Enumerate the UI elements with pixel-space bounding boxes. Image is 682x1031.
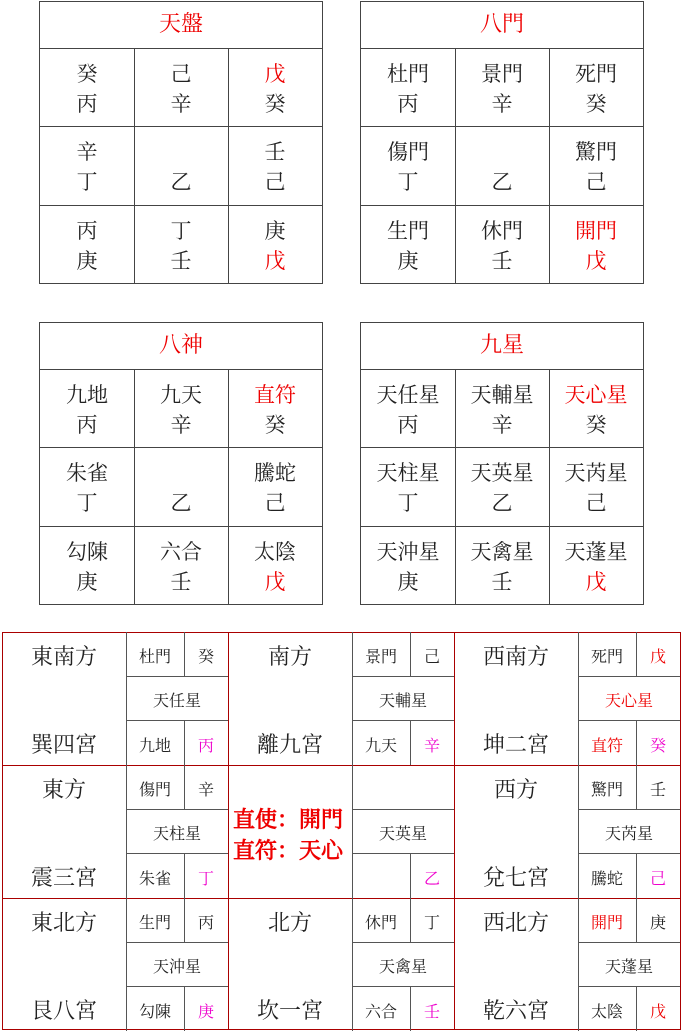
panel-title: 八門 <box>361 2 643 49</box>
palace-name: 離九宮 <box>256 733 323 758</box>
grid-line <box>352 942 454 943</box>
star: 天英星 <box>378 824 427 843</box>
panel-cell <box>40 380 134 440</box>
grid-line <box>40 526 322 527</box>
deity: 朱雀 <box>138 869 171 888</box>
cell-top: 朱雀 <box>66 461 108 486</box>
panel-cell <box>455 458 549 518</box>
earth-stem: 辛 <box>423 736 440 755</box>
star: 天芮星 <box>604 824 653 843</box>
panel-cell <box>134 458 228 518</box>
grid-line <box>578 853 680 854</box>
palace-direction: 東北方 <box>30 911 97 936</box>
cell-bottom: 丁 <box>76 170 98 195</box>
grid-line <box>578 942 680 943</box>
cell-bottom: 癸 <box>585 413 607 437</box>
cell-bottom: 庚 <box>397 248 419 273</box>
deity: 六合 <box>364 1002 397 1021</box>
panel-cell <box>455 380 549 440</box>
door: 景門 <box>364 647 397 666</box>
panel-cell <box>40 59 134 119</box>
star: 天蓬星 <box>604 957 653 976</box>
heaven-stem: 壬 <box>649 780 666 799</box>
earth-stem: 壬 <box>423 1002 440 1021</box>
grid-line <box>126 676 228 677</box>
cell-top: 壬 <box>264 140 286 165</box>
cell-bottom: 己 <box>264 170 286 195</box>
heaven-stem: 己 <box>423 647 440 666</box>
cell-bottom: 辛 <box>491 413 513 437</box>
cell-top: 生門 <box>387 218 429 243</box>
grid-line <box>40 205 322 206</box>
grid-line <box>454 632 455 1030</box>
grid-line <box>361 126 643 127</box>
heaven-stem: 癸 <box>197 647 214 666</box>
deity: 直符 <box>590 736 623 755</box>
cell-bottom: 癸 <box>264 92 286 116</box>
grid-line <box>126 809 228 810</box>
cell-bottom: 乙 <box>170 491 192 516</box>
cell-bottom: 戊 <box>264 248 286 273</box>
cell-top: 戊 <box>264 62 286 86</box>
cell-bottom: 戊 <box>585 248 607 273</box>
cell-top: 天芮星 <box>564 461 628 486</box>
cell-bottom: 丙 <box>397 92 419 116</box>
panel-cell <box>361 59 455 119</box>
center-line-1: 直使：開門 <box>233 807 344 833</box>
door: 驚門 <box>590 780 623 799</box>
grid-line <box>352 853 454 854</box>
earth-stem: 癸 <box>649 736 666 755</box>
panel-title: 天盤 <box>40 2 322 49</box>
cell-top: 己 <box>170 62 192 86</box>
grid-line <box>126 986 228 987</box>
panel-cell <box>228 537 322 597</box>
grid-line <box>578 809 680 810</box>
panel-cell <box>40 137 134 197</box>
cell-top: 杜門 <box>387 62 429 86</box>
cell-bottom: 丙 <box>397 413 419 437</box>
grid-line <box>361 526 643 527</box>
cell-top: 休門 <box>481 218 523 243</box>
door: 傷門 <box>138 780 171 799</box>
panel-title: 八神 <box>40 323 322 370</box>
panel-cell <box>549 216 643 276</box>
cell-bottom: 乙 <box>491 170 513 195</box>
panel-cell <box>549 380 643 440</box>
grid-line <box>578 676 680 677</box>
earth-stem: 乙 <box>423 869 440 888</box>
cell-top: 丙 <box>76 218 98 243</box>
cell-bottom: 壬 <box>491 569 513 594</box>
star: 天心星 <box>604 691 653 710</box>
panel-cell <box>134 537 228 597</box>
grid-line <box>126 942 228 943</box>
grid-line <box>352 720 454 721</box>
panel-cell <box>134 137 228 197</box>
panel-cell <box>455 137 549 197</box>
cell-bottom: 己 <box>264 491 286 516</box>
grid-line <box>126 853 228 854</box>
cell-bottom: 乙 <box>491 491 513 516</box>
panel-cell <box>361 380 455 440</box>
panel-cell <box>455 216 549 276</box>
cell-top: 庚 <box>264 218 286 243</box>
earth-stem: 己 <box>649 869 666 888</box>
star: 天柱星 <box>152 824 201 843</box>
cell-bottom: 辛 <box>491 92 513 116</box>
panel-cell <box>361 458 455 518</box>
panel-title: 九星 <box>361 323 643 370</box>
panel-cell <box>134 59 228 119</box>
grid-line <box>40 447 322 448</box>
grid-line <box>2 765 681 766</box>
cell-top: 天心星 <box>564 383 628 407</box>
palace-name: 乾六宮 <box>482 999 549 1024</box>
cell-bottom: 癸 <box>264 413 286 437</box>
door: 死門 <box>590 647 623 666</box>
cell-bottom: 壬 <box>170 569 192 594</box>
cell-top: 天沖星 <box>376 539 440 564</box>
palace-direction: 西南方 <box>482 645 549 670</box>
cell-bottom: 辛 <box>170 92 192 116</box>
cell-bottom: 庚 <box>76 248 98 273</box>
cell-top: 天任星 <box>376 383 440 407</box>
cell-top: 辛 <box>76 140 98 165</box>
palace-name: 坎一宮 <box>256 999 323 1024</box>
panel-cell <box>549 458 643 518</box>
cell-bottom: 壬 <box>491 248 513 273</box>
star: 天任星 <box>152 691 201 710</box>
cell-bottom: 壬 <box>170 248 192 273</box>
cell-bottom: 癸 <box>585 92 607 116</box>
cell-top: 騰蛇 <box>254 461 296 486</box>
cell-top: 開門 <box>575 218 617 243</box>
cell-bottom: 丙 <box>76 413 98 437</box>
heaven-stem: 丁 <box>423 913 440 932</box>
palace-direction: 東方 <box>41 778 86 803</box>
grid-line <box>352 676 454 677</box>
grid-line <box>2 898 681 899</box>
cell-top: 九地 <box>66 383 108 407</box>
palace-name: 震三宮 <box>30 866 97 891</box>
palace-name: 兌七宮 <box>482 866 549 891</box>
panel-cell <box>455 537 549 597</box>
grid-line <box>352 809 454 810</box>
deity: 勾陳 <box>138 1002 171 1021</box>
panel-cell <box>40 216 134 276</box>
door: 開門 <box>590 913 623 932</box>
palace-direction: 北方 <box>267 911 312 936</box>
heaven-stem: 辛 <box>197 780 214 799</box>
palace-direction: 西方 <box>493 778 538 803</box>
cell-bottom: 戊 <box>585 569 607 594</box>
palace-direction: 東南方 <box>30 645 97 670</box>
door: 休門 <box>364 913 397 932</box>
cell-top: 六合 <box>160 539 202 564</box>
door: 杜門 <box>138 647 171 666</box>
panel-cell <box>134 380 228 440</box>
heaven-stem: 庚 <box>649 913 666 932</box>
panel-cell <box>361 216 455 276</box>
cell-bottom: 乙 <box>170 170 192 195</box>
bashen-panel <box>39 322 323 605</box>
panel-cell <box>228 380 322 440</box>
cell-bottom: 丁 <box>397 170 419 195</box>
earth-stem: 戊 <box>649 1002 666 1021</box>
grid-line <box>126 720 228 721</box>
panel-cell <box>40 537 134 597</box>
cell-top: 丁 <box>170 218 192 243</box>
cell-top <box>455 137 549 167</box>
cell-bottom: 丁 <box>397 491 419 516</box>
tianpan-panel <box>39 1 323 284</box>
palace-direction: 西北方 <box>482 911 549 936</box>
cell-top <box>134 458 228 488</box>
heaven-stem: 戊 <box>649 647 666 666</box>
cell-top: 天英星 <box>470 461 534 486</box>
star: 天輔星 <box>378 691 427 710</box>
cell-top: 天柱星 <box>376 461 440 486</box>
heaven-stem: 丙 <box>197 913 214 932</box>
palace-name: 艮八宮 <box>30 999 97 1024</box>
bamen-panel <box>360 1 644 284</box>
star: 天禽星 <box>378 957 427 976</box>
palace-name: 坤二宮 <box>482 733 549 758</box>
earth-stem: 丁 <box>197 869 214 888</box>
panel-cell <box>228 216 322 276</box>
panel-cell <box>228 59 322 119</box>
panel-cell <box>40 458 134 518</box>
earth-stem: 丙 <box>197 736 214 755</box>
star: 天沖星 <box>152 957 201 976</box>
cell-bottom: 戊 <box>264 569 286 594</box>
cell-top: 景門 <box>481 62 523 86</box>
cell-top: 勾陳 <box>66 539 108 564</box>
cell-bottom: 庚 <box>76 569 98 594</box>
panel-cell <box>361 137 455 197</box>
panel-cell <box>228 458 322 518</box>
cell-bottom: 庚 <box>397 569 419 594</box>
cell-bottom: 丁 <box>76 491 98 516</box>
cell-top: 驚門 <box>575 140 617 165</box>
jiuxing-panel <box>360 322 644 605</box>
deity: 九天 <box>364 736 397 755</box>
cell-top: 太陰 <box>254 539 296 564</box>
cell-bottom: 己 <box>585 170 607 195</box>
panel-cell <box>134 216 228 276</box>
cell-top: 天輔星 <box>470 383 534 407</box>
panel-cell <box>549 59 643 119</box>
cell-bottom: 丙 <box>76 92 98 116</box>
grid-line <box>228 632 229 1030</box>
grid-line <box>361 447 643 448</box>
grid-line <box>361 205 643 206</box>
cell-top: 天禽星 <box>470 539 534 564</box>
deity: 九地 <box>138 736 171 755</box>
panel-cell <box>549 137 643 197</box>
cell-top: 癸 <box>76 62 98 86</box>
center-line-2: 直符：天心 <box>233 838 344 864</box>
cell-bottom: 辛 <box>170 413 192 437</box>
cell-top: 傷門 <box>387 140 429 165</box>
panel-cell <box>549 537 643 597</box>
panel-cell <box>361 537 455 597</box>
grid-line <box>578 720 680 721</box>
cell-top: 九天 <box>160 383 202 407</box>
grid-line <box>352 986 454 987</box>
earth-stem: 庚 <box>197 1002 214 1021</box>
cell-top: 直符 <box>254 383 296 407</box>
palace-name: 巽四宮 <box>30 733 97 758</box>
deity: 騰蛇 <box>590 869 623 888</box>
cell-top <box>134 137 228 167</box>
palace-direction: 南方 <box>267 645 312 670</box>
panel-cell <box>455 59 549 119</box>
cell-top: 死門 <box>575 62 617 86</box>
cell-bottom: 己 <box>585 491 607 516</box>
panel-cell <box>228 137 322 197</box>
grid-line <box>40 126 322 127</box>
cell-top: 天蓬星 <box>564 539 628 564</box>
deity: 太陰 <box>590 1002 623 1021</box>
door: 生門 <box>138 913 171 932</box>
grid-line <box>578 986 680 987</box>
